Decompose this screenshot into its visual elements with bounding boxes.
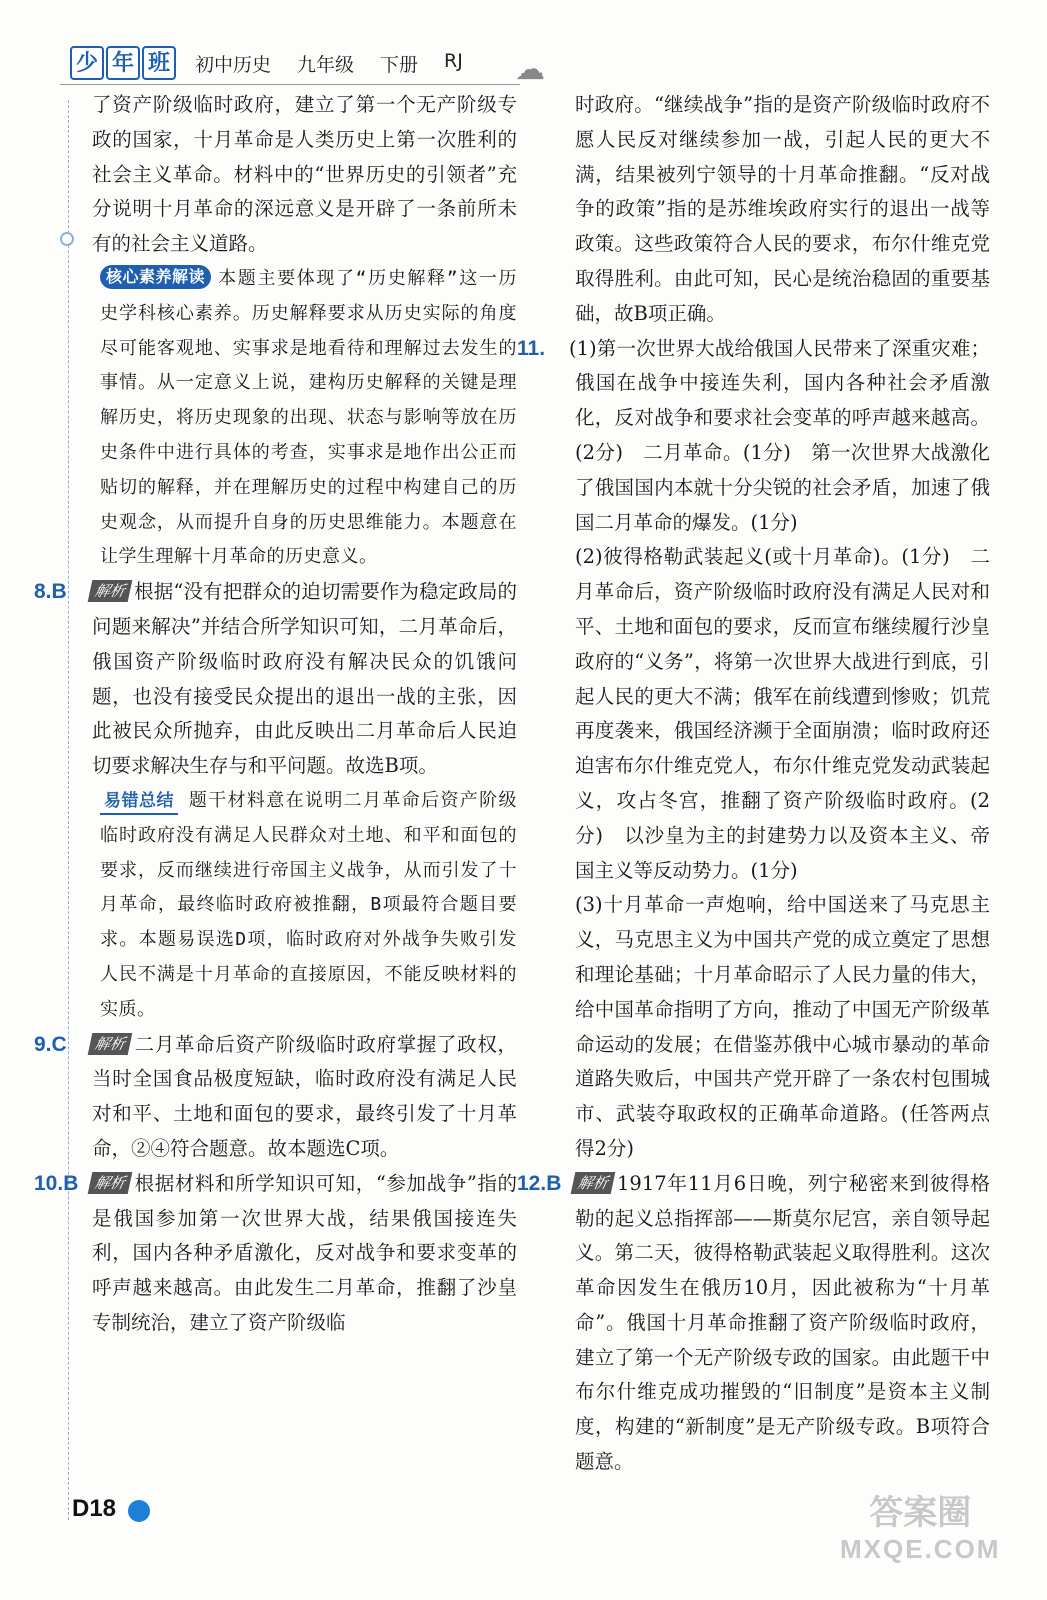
analysis-text: 根据“没有把群众的迫切需要作为稳定政局的问题来解决”并结合所学知识可知，二月革命后，俄国资产阶级临时政府没有解决民众的饥饿问题，也没有接受民众提出的退出一战的主张，因此被民众所抛弃，由此反映出二月革命后人民迫切要求解决生存与和平问题。故选B项。	[92, 580, 517, 778]
brand-logo	[70, 46, 178, 80]
question-number: 8.B	[34, 580, 67, 604]
question-number: 10.B	[34, 1171, 79, 1195]
left-column	[34, 88, 517, 1341]
question-number: 9.C	[34, 1032, 67, 1056]
watermark	[840, 1495, 1000, 1567]
error-summary-text: 题干材料意在说明二月革命后资产阶级临时政府没有满足人民群众对土地、和平和面包的要求，反而继续进行帝国主义战争，从而引发了十月革命，最终临时政府被推翻，B项最符合题目要求。本题易误选D项，临时政府对外战争失败引发人民不满是十月革命的直接原因，不能反映材料的实质。	[100, 789, 517, 1020]
grade: 九年级	[297, 54, 355, 76]
page-decoration-icon	[128, 1500, 150, 1522]
header-divider	[60, 84, 520, 85]
brand-char: 年	[106, 46, 140, 80]
error-summary-note	[92, 784, 517, 1028]
margin-dot-icon	[60, 232, 74, 246]
volume: 下册	[380, 54, 419, 76]
analysis-text: 二月革命后资产阶级临时政府掌握了政权，当时全国食品极度短缺，临时政府没有满足人民对和平、土地和面包的要求，最终引发了十月革命，②④符合题意。故本题选C项。	[92, 1032, 517, 1160]
edition: RJ	[444, 50, 463, 72]
analysis-tag: 解析	[88, 1172, 133, 1194]
page-number: D18	[72, 1495, 117, 1522]
core-literacy-note	[92, 262, 517, 575]
answer-letter: B	[546, 1171, 562, 1195]
continued-text: 时政府。“继续战争”指的是资产阶级临时政府不愿人民反对继续参加一战，引起人民的更大不满，结果被列宁领导的十月革命推翻。“反对战争的政策”指的是苏维埃政府实行的退出一战等政策。这些政策符合人民的要求，布尔什维克党取得胜利。由此可知，民心是统治稳固的重要基础，故B项正确。	[575, 93, 990, 325]
question-12	[517, 1167, 990, 1480]
analysis-tag: 解析	[571, 1172, 616, 1194]
decorative-icon: ☁	[515, 52, 545, 87]
book-info	[195, 50, 463, 77]
continued-text: 了资产阶级临时政府，建立了第一个无产阶级专政的国家，十月革命是人类历史上第一次胜利的社会主义革命。材料中的“世界历史的引领者”充分说明十月革命的深远意义是开辟了一条前所未有的社会主义道路。	[92, 93, 517, 256]
answer-letter: B	[51, 580, 67, 604]
subject: 初中历史	[195, 54, 272, 76]
question-9	[34, 1028, 517, 1167]
core-literacy-tag: 核心素养解读	[100, 265, 211, 289]
question-number: 12.B	[517, 1171, 562, 1195]
answer-part-3: (3)十月革命一声炮响，给中国送来了马克思主义，马克思主义为中国共产党的成立奠定了思想和理论基础；十月革命昭示了人民力量的伟大，给中国革命指明了方向，推动了中国无产阶级革命运动的发展；在借鉴苏俄中心城市暴动的革命道路失败后，中国共产党开辟了一条农村包围城市、武装夺取政权的正确革命道路。(任答两点得2分)	[575, 893, 990, 1160]
answer-letter: C	[51, 1032, 67, 1056]
answer-part-2: (2)彼得格勒武装起义(或十月革命)。(1分) 二月革命后，资产阶级临时政府没有满足人民对和平、土地和面包的要求，反而宣布继续履行沙皇政府的“义务”，将第一次世界大战进行到底，引起人民的更大不满；俄军在前线遭到惨败；饥荒再度袭来，俄国经济濒于全面崩溃；临时政府还迫害布尔什维克党人，布尔什维克党发动武装起义，攻占冬宫，推翻了资产阶级临时政府。(2分) 以沙皇为主的封建势力以及资本主义、帝国主义等反动势力。(1分)	[575, 545, 990, 882]
brand-char: 班	[142, 46, 176, 80]
error-summary-tag: 易错总结	[100, 789, 178, 815]
question-number: 11.	[517, 336, 546, 360]
analysis-text: 1917年11月6日晚，列宁秘密来到彼得格勒的起义总指挥部——斯莫尔尼宫，亲自领导起义。第二天，彼得格勒武装起义取得胜利。这次革命因发生在俄历10月，因此被称为“十月革命”。俄国十月革命推翻了资产阶级临时政府，建立了第一个无产阶级专政的国家。由此题干中布尔什维克成功摧毁的“旧制度”是资本主义制度，构建的“新制度”是无产阶级专政。B项符合题意。	[575, 1171, 990, 1474]
margin-line	[68, 100, 70, 1520]
analysis-tag: 解析	[88, 580, 133, 602]
question-10	[34, 1167, 517, 1341]
watermark-url: MXQE.COM	[840, 1534, 1001, 1564]
right-column	[517, 88, 990, 1480]
question-11	[517, 332, 990, 541]
brand-char: 少	[70, 46, 104, 80]
answer-part-1: (1)第一次世界大战给俄国人民带来了深重灾难；俄国在战争中接连失利，国内各种社会矛盾激化，反对战争和要求社会变革的呼声越来越高。(2分) 二月革命。(1分) 第一次世界大战激化了俄国国内本就十分尖锐的社会矛盾，加速了俄国二月革命的爆发。(1分)	[569, 336, 990, 534]
core-literacy-text: 本题主要体现了“历史解释”这一历史学科核心素养。历史解释要求从历史实际的角度尽可能客观地、实事求是地看待和理解过去发生的事情。从一定意义上说，建构历史解释的关键是理解历史，将历史现象的出现、状态与影响等放在历史条件中进行具体的考查，实事求是地作出公正而贴切的解释，并在理解历史的过程中构建自己的历史观念，从而提升自身的历史思维能力。本题意在让学生理解十月革命的历史意义。	[100, 267, 517, 568]
analysis-text: 根据材料和所学知识可知，“参加战争”指的是俄国参加第一次世界大战，结果俄国接连失利，国内各种矛盾激化，反对战争和要求变革的呼声越来越高。由此发生二月革命，推翻了沙皇专制统治，建立了资产阶级临	[92, 1171, 517, 1334]
page-header	[0, 0, 1047, 92]
question-8	[34, 575, 517, 784]
watermark-title: 答案圈	[869, 1494, 972, 1532]
analysis-tag: 解析	[88, 1033, 133, 1055]
answer-letter: B	[63, 1171, 79, 1195]
